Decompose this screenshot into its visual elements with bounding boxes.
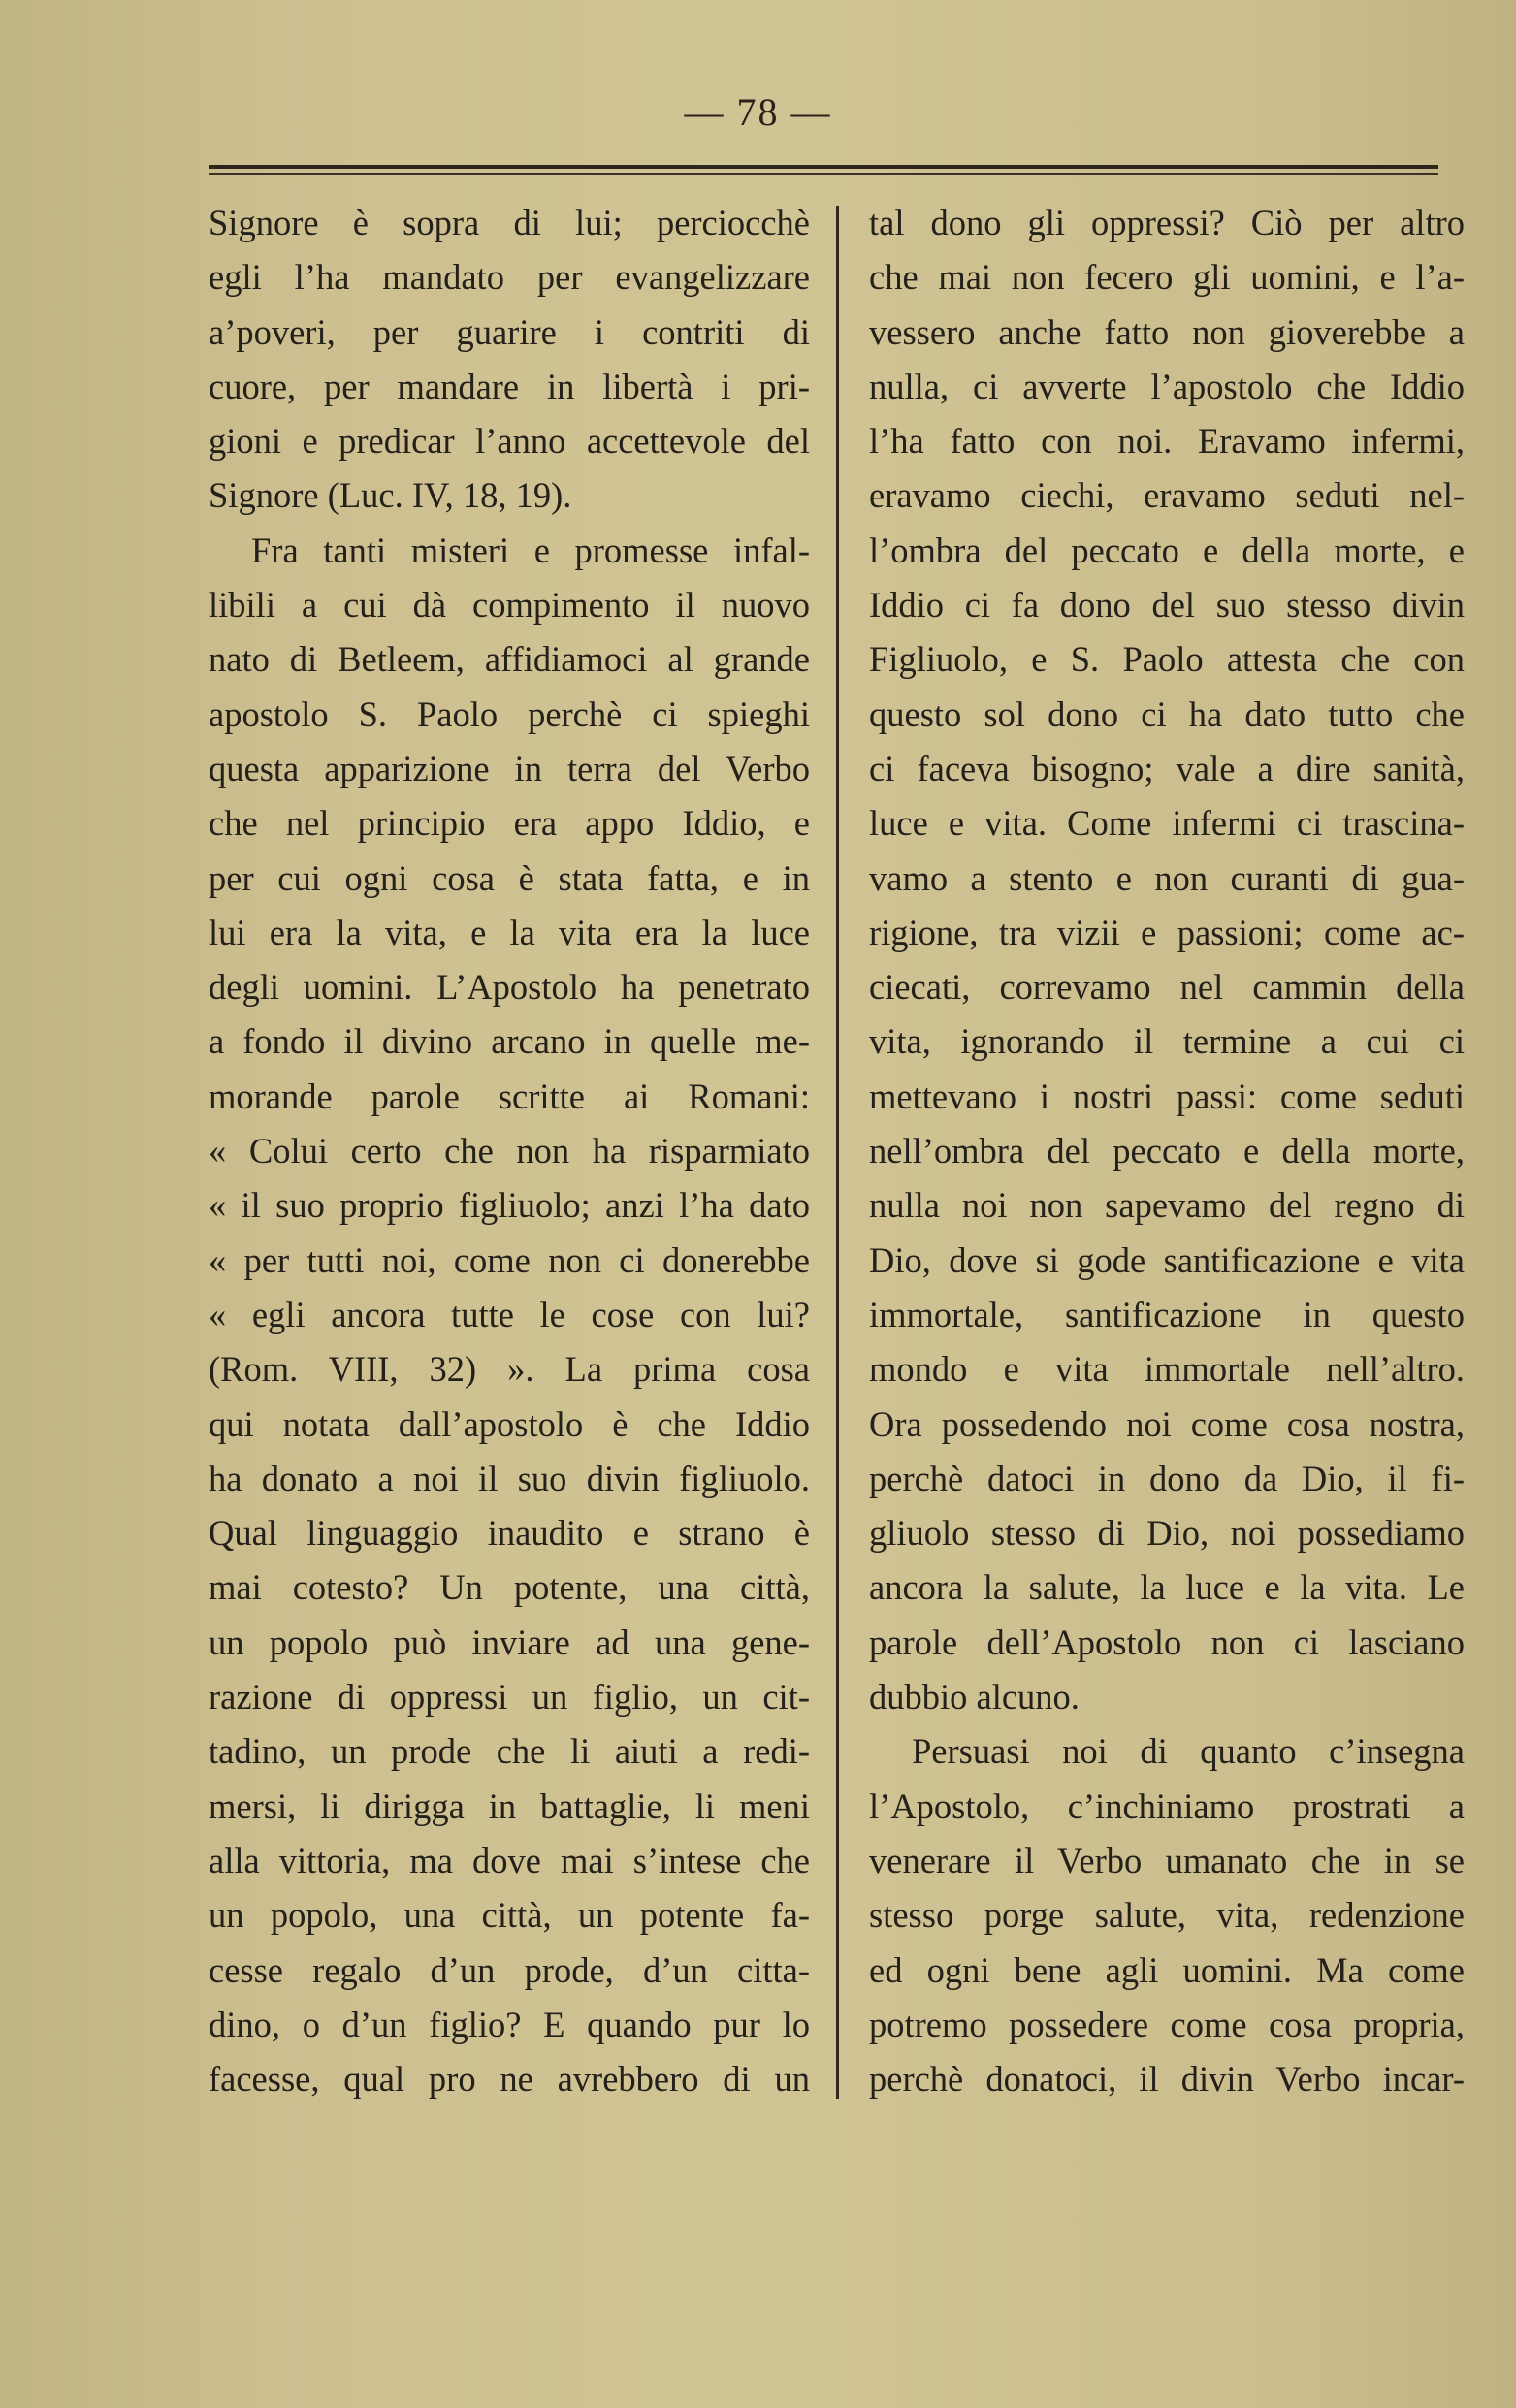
text-line: dubbio alcuno. [869,1677,1080,1718]
text-line: facesse, qual pro ne avrebbero di un [209,2059,810,2100]
text-line: cuore, per mandare in libertà i pri- [209,366,810,406]
text-line: cesse regalo d’un prode, d’un citta- [209,1949,810,1990]
text-line: luce e vita. Come infermi ci trascina- [869,803,1465,844]
text-line: lui era la vita, e la vita era la luce [209,912,810,952]
text-line: Fra tanti misteri e promesse infal- [251,530,810,570]
text-line: apostolo S. Paolo perchè ci spieghi [209,693,810,734]
text-line: immortale, santificazione in questo [869,1294,1465,1334]
text-line: rigione, tra vizii e passioni; come ac- [869,912,1465,952]
text-line: Ora possedendo noi come cosa nostra, [869,1403,1465,1444]
text-line: parole dell’Apostolo non ci lasciano [869,1621,1465,1662]
text-line: egli l’ha mandato per evangelizzare [209,257,810,298]
text-line: ed ogni bene agli uomini. Ma come [869,1949,1465,1990]
text-line: l’ombra del peccato e della morte, e [869,530,1465,570]
text-line: libili a cui dà compimento il nuovo [209,585,810,626]
text-line: vita, ignorando il termine a cui ci [869,1021,1465,1062]
text-line: qui notata dall’apostolo è che Iddio [209,1403,810,1444]
text-line: Signore è sopra di lui; perciocchè [209,203,810,242]
text-line: Dio, dove si gode santificazione e vita [869,1239,1465,1280]
right-text-column [869,196,1465,2106]
text-line: « il suo proprio figliuolo; anzi l’ha dato [209,1185,810,1226]
text-line: mai cotesto? Un potente, una città, [209,1567,810,1608]
text-line: tadino, un prode che li aiuti a redi- [209,1731,810,1772]
text-line: a fondo il divino arcano in quelle me- [209,1021,810,1062]
text-line: mersi, li dirigga in battaglie, li meni [209,1785,810,1826]
text-line: tal dono gli oppressi? Ciò per altro [869,203,1465,242]
text-line: ancora la salute, la luce e la vita. Le [869,1567,1465,1608]
text-line: vamo a stento e non curanti di gua- [869,857,1465,898]
text-line: Iddio ci fa dono del suo stesso divin [869,585,1465,626]
text-line: ha donato a noi il suo divin figliuolo. [209,1458,810,1498]
header-rule-thin [209,173,1438,175]
text-line: alla vittoria, ma dove mai s’intese che [209,1840,810,1880]
text-line: ci faceva bisogno; vale a dire sanità, [869,748,1465,788]
text-line: morande parole scritte ai Romani: [209,1076,810,1116]
text-line: venerare il Verbo umanato che in se [869,1840,1465,1880]
text-line: razione di oppressi un figlio, un cit- [209,1677,810,1718]
text-line: eravamo ciechi, eravamo seduti nel- [869,475,1465,516]
text-line: Figliuolo, e S. Paolo attesta che con [869,639,1465,680]
text-line: vessero anche fatto non gioverebbe a [869,311,1465,352]
text-line: mondo e vita immortale nell’altro. [869,1349,1465,1390]
text-line: Qual linguaggio inaudito e strano è [209,1513,810,1554]
text-line: degli uomini. L’Apostolo ha penetrato [209,967,810,1008]
text-line: mettevano i nostri passi: come seduti [869,1076,1465,1116]
text-line: ciecati, correvamo nel cammin della [869,967,1465,1008]
text-line: (Rom. VIII, 32) ». La prima cosa [209,1349,810,1390]
text-line: dino, o d’un figlio? E quando pur lo [209,2004,810,2044]
text-line: l’Apostolo, c’inchiniamo prostrati a [869,1785,1465,1826]
text-line: « egli ancora tutte le cose con lui? [209,1294,810,1334]
text-line: « Colui certo che non ha risparmiato [209,1131,810,1172]
text-line: gliuolo stesso di Dio, noi possediamo [869,1513,1465,1554]
text-line: Persuasi noi di quanto c’insegna [912,1731,1465,1772]
text-line: nato di Betleem, affidiamoci al grande [209,639,810,680]
text-line: nulla noi non sapevamo del regno di [869,1185,1465,1226]
text-line: che mai non fecero gli uomini, e l’a- [869,257,1465,298]
text-line: per cui ogni cosa è stata fatta, e in [209,857,810,898]
left-text-column [209,196,810,2106]
text-line: che nel principio era appo Iddio, e [209,803,810,844]
text-line: nulla, ci avverte l’apostolo che Iddio [869,366,1465,406]
text-line: un popolo, una città, un potente fa- [209,1895,810,1936]
text-line: perchè datoci in dono da Dio, il fi- [869,1458,1465,1498]
text-line: un popolo può inviare ad una gene- [209,1621,810,1662]
column-divider [836,206,839,2099]
text-line: l’ha fatto con noi. Eravamo infermi, [869,421,1465,462]
text-line: a’poveri, per guarire i contriti di [209,311,810,352]
text-line: nell’ombra del peccato e della morte, [869,1131,1465,1172]
header-rule-thick [209,165,1438,169]
text-line: questa apparizione in terra del Verbo [209,748,810,788]
text-line: perchè donatoci, il divin Verbo incar- [869,2059,1465,2100]
page-number: — 78 — [684,90,832,134]
text-line: stesso porge salute, vita, redenzione [869,1895,1465,1936]
text-line: Signore (Luc. IV, 18, 19). [209,475,572,516]
text-line: gioni e predicar l’anno accettevole del [209,421,810,462]
text-line: questo sol dono ci ha dato tutto che [869,693,1465,734]
text-line: potremo possedere come cosa propria, [869,2004,1465,2044]
text-line: « per tutti noi, come non ci donerebbe [209,1239,810,1280]
